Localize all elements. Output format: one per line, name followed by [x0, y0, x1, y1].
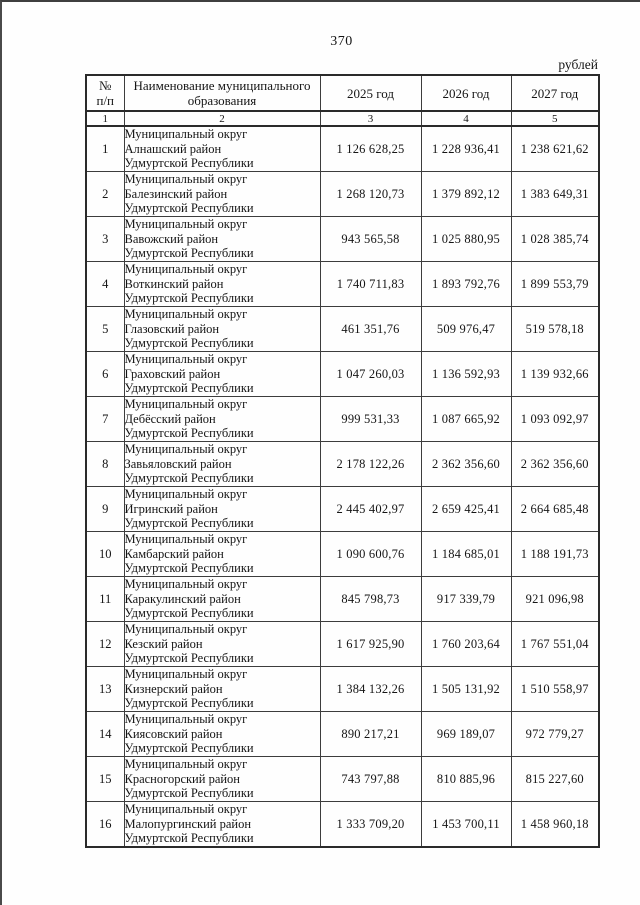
municipality-name-line: Муниципальный округ: [124, 172, 248, 187]
table-row: [86, 442, 599, 487]
value-2026-cell: 1 228 936,41: [421, 126, 511, 172]
municipality-name-cell: [124, 352, 320, 397]
municipality-name-line: Муниципальный округ: [124, 217, 248, 232]
municipality-name-line: Дебёсский район: [124, 411, 216, 426]
value-2027-cell: 1 767 551,04: [511, 622, 599, 667]
value-2026-cell: 1 893 792,76: [421, 262, 511, 307]
value-2025-cell: 1 090 600,76: [320, 532, 421, 577]
municipality-name-cell: [124, 802, 320, 848]
row-number-cell: 14: [86, 712, 124, 757]
table-row: [86, 217, 599, 262]
row-number-cell: 5: [86, 307, 124, 352]
table-row: [86, 802, 599, 848]
table-row: [86, 622, 599, 667]
value-2026-cell: 1 379 892,12: [421, 172, 511, 217]
value-2027-cell: 1 093 092,97: [511, 397, 599, 442]
municipality-name-line: Муниципальный округ: [124, 757, 248, 772]
value-2025-cell: 845 798,73: [320, 577, 421, 622]
municipality-name-line: Муниципальный округ: [124, 712, 248, 727]
municipality-name-line: Камбарский район: [124, 546, 224, 561]
header-year-2025: 2025 год: [320, 75, 421, 111]
value-2027-cell: 1 028 385,74: [511, 217, 599, 262]
value-2026-cell: 969 189,07: [421, 712, 511, 757]
municipality-name-cell: [124, 487, 320, 532]
value-2026-cell: 1 025 880,95: [421, 217, 511, 262]
row-number-cell: 16: [86, 802, 124, 848]
page-content: [85, 2, 598, 848]
table-body: [86, 126, 599, 847]
municipality-name-line: Удмуртской Республики: [124, 201, 254, 216]
municipality-name-cell: [124, 577, 320, 622]
municipality-name-line: Муниципальный округ: [124, 262, 248, 277]
municipality-name-line: Балезинский район: [124, 186, 228, 201]
municipality-name-line: Муниципальный округ: [124, 442, 248, 457]
municipality-name-cell: [124, 622, 320, 667]
header-year-2027: 2027 год: [511, 75, 599, 111]
row-number-cell: 12: [86, 622, 124, 667]
row-number-cell: 9: [86, 487, 124, 532]
municipality-name-line: Удмуртской Республики: [124, 426, 254, 441]
value-2026-cell: 509 976,47: [421, 307, 511, 352]
value-2027-cell: 1 238 621,62: [511, 126, 599, 172]
row-number-cell: 6: [86, 352, 124, 397]
municipality-name-line: Муниципальный округ: [124, 487, 248, 502]
column-index-2: 2: [124, 111, 320, 126]
value-2025-cell: 1 268 120,73: [320, 172, 421, 217]
row-number-cell: 4: [86, 262, 124, 307]
value-2027-cell: 921 096,98: [511, 577, 599, 622]
municipality-name-line: Удмуртской Республики: [124, 696, 254, 711]
value-2025-cell: 743 797,88: [320, 757, 421, 802]
value-2027-cell: 1 899 553,79: [511, 262, 599, 307]
municipality-name-line: Удмуртской Республики: [124, 786, 254, 801]
table-row: [86, 532, 599, 577]
municipality-name-line: Муниципальный округ: [124, 802, 248, 817]
municipality-name-line: Красногорский район: [124, 771, 240, 786]
value-2026-cell: 1 453 700,11: [421, 802, 511, 848]
value-2027-cell: 1 510 558,97: [511, 667, 599, 712]
row-number-cell: 8: [86, 442, 124, 487]
value-2026-cell: 1 136 592,93: [421, 352, 511, 397]
municipality-name-line: Завьяловский район: [124, 456, 232, 471]
value-2025-cell: 1 047 260,03: [320, 352, 421, 397]
municipality-name-line: Муниципальный округ: [124, 622, 248, 637]
municipality-name-line: Удмуртской Республики: [124, 516, 254, 531]
municipality-name-line: Удмуртской Республики: [124, 291, 254, 306]
column-index-row: [86, 111, 599, 126]
value-2027-cell: 2 362 356,60: [511, 442, 599, 487]
municipality-name-line: Игринский район: [124, 501, 218, 516]
value-2026-cell: 810 885,96: [421, 757, 511, 802]
row-number-cell: 15: [86, 757, 124, 802]
row-number-cell: 11: [86, 577, 124, 622]
table-header-row: [86, 75, 599, 111]
municipality-name-line: Муниципальный округ: [124, 127, 248, 142]
municipality-name-line: Граховский район: [124, 366, 221, 381]
municipality-name-cell: [124, 757, 320, 802]
municipality-name-line: Муниципальный округ: [124, 352, 248, 367]
municipality-name-line: Алнашский район: [124, 141, 222, 156]
municipality-name-cell: [124, 217, 320, 262]
table-row: [86, 757, 599, 802]
municipality-name-line: Удмуртской Республики: [124, 336, 254, 351]
municipality-name-cell: [124, 442, 320, 487]
row-number-cell: 7: [86, 397, 124, 442]
row-number-cell: 3: [86, 217, 124, 262]
municipality-name-line: Воткинский район: [124, 276, 224, 291]
value-2027-cell: 815 227,60: [511, 757, 599, 802]
municipality-name-cell: [124, 712, 320, 757]
value-2025-cell: 890 217,21: [320, 712, 421, 757]
municipality-name-line: Удмуртской Республики: [124, 561, 254, 576]
municipality-name-cell: [124, 307, 320, 352]
value-2027-cell: 519 578,18: [511, 307, 599, 352]
row-number-cell: 13: [86, 667, 124, 712]
column-index-3: 3: [320, 111, 421, 126]
municipality-name-line: Малопургинский район: [124, 816, 252, 831]
table-row: [86, 172, 599, 217]
municipality-name-line: Удмуртской Республики: [124, 831, 254, 846]
table-row: [86, 667, 599, 712]
municipality-name-line: Кизнерский район: [124, 681, 223, 696]
table-row: [86, 126, 599, 172]
header-row-number-line1: №: [99, 78, 112, 93]
table-row: [86, 307, 599, 352]
municipality-name-cell: [124, 262, 320, 307]
value-2026-cell: 1 087 665,92: [421, 397, 511, 442]
page-number: 370: [330, 34, 353, 49]
row-number-cell: 10: [86, 532, 124, 577]
municipality-name-cell: [124, 172, 320, 217]
value-2026-cell: 1 505 131,92: [421, 667, 511, 712]
municipality-name-line: Киясовский район: [124, 726, 223, 741]
municipality-name-line: Кезский район: [124, 636, 203, 651]
municipality-name-line: Удмуртской Республики: [124, 651, 254, 666]
value-2025-cell: 1 126 628,25: [320, 126, 421, 172]
value-2027-cell: 1 139 932,66: [511, 352, 599, 397]
municipality-name-line: Удмуртской Республики: [124, 381, 254, 396]
value-2026-cell: 1 760 203,64: [421, 622, 511, 667]
value-2025-cell: 2 178 122,26: [320, 442, 421, 487]
table-row: [86, 712, 599, 757]
value-2025-cell: 943 565,58: [320, 217, 421, 262]
value-2025-cell: 461 351,76: [320, 307, 421, 352]
value-2026-cell: 2 659 425,41: [421, 487, 511, 532]
value-2025-cell: 999 531,33: [320, 397, 421, 442]
header-year-2026: 2026 год: [421, 75, 511, 111]
municipality-name-line: Удмуртской Республики: [124, 741, 254, 756]
column-index-4: 4: [421, 111, 511, 126]
municipality-name-line: Глазовский район: [124, 321, 220, 336]
header-row-number: [86, 75, 124, 111]
municipality-name-line: Муниципальный округ: [124, 577, 248, 592]
municipality-name-line: Вавожский район: [124, 231, 219, 246]
header-row-number-line2: п/п: [96, 93, 115, 108]
value-2025-cell: 1 617 925,90: [320, 622, 421, 667]
value-2025-cell: 2 445 402,97: [320, 487, 421, 532]
municipality-name-cell: [124, 126, 320, 172]
value-2027-cell: 1 383 649,31: [511, 172, 599, 217]
municipality-name-line: Муниципальный округ: [124, 667, 248, 682]
municipality-name-line: Муниципальный округ: [124, 397, 248, 412]
municipality-name-cell: [124, 397, 320, 442]
municipality-name-line: Муниципальный округ: [124, 307, 248, 322]
value-2026-cell: 917 339,79: [421, 577, 511, 622]
value-2027-cell: 1 188 191,73: [511, 532, 599, 577]
table-row: [86, 487, 599, 532]
table-row: [86, 352, 599, 397]
value-2025-cell: 1 384 132,26: [320, 667, 421, 712]
budget-table: [85, 74, 600, 848]
municipality-name-line: Удмуртской Республики: [124, 471, 254, 486]
currency-label: рублей: [558, 57, 598, 72]
value-2026-cell: 2 362 356,60: [421, 442, 511, 487]
value-2027-cell: 1 458 960,18: [511, 802, 599, 848]
municipality-name-line: Удмуртской Республики: [124, 156, 254, 171]
municipality-name-line: Каракулинский район: [124, 591, 241, 606]
row-number-cell: 2: [86, 172, 124, 217]
value-2027-cell: 972 779,27: [511, 712, 599, 757]
municipality-name-line: Муниципальный округ: [124, 532, 248, 547]
header-municipality-name: Наименование муниципального образования: [124, 75, 320, 111]
value-2026-cell: 1 184 685,01: [421, 532, 511, 577]
municipality-name-line: Удмуртской Республики: [124, 246, 254, 261]
row-number-cell: 1: [86, 126, 124, 172]
table-row: [86, 397, 599, 442]
value-2027-cell: 2 664 685,48: [511, 487, 599, 532]
column-index-1: 1: [86, 111, 124, 126]
municipality-name-line: Удмуртской Республики: [124, 606, 254, 621]
value-2025-cell: 1 333 709,20: [320, 802, 421, 848]
table-row: [86, 262, 599, 307]
municipality-name-cell: [124, 667, 320, 712]
column-index-5: 5: [511, 111, 599, 126]
table-row: [86, 577, 599, 622]
value-2025-cell: 1 740 711,83: [320, 262, 421, 307]
municipality-name-cell: [124, 532, 320, 577]
